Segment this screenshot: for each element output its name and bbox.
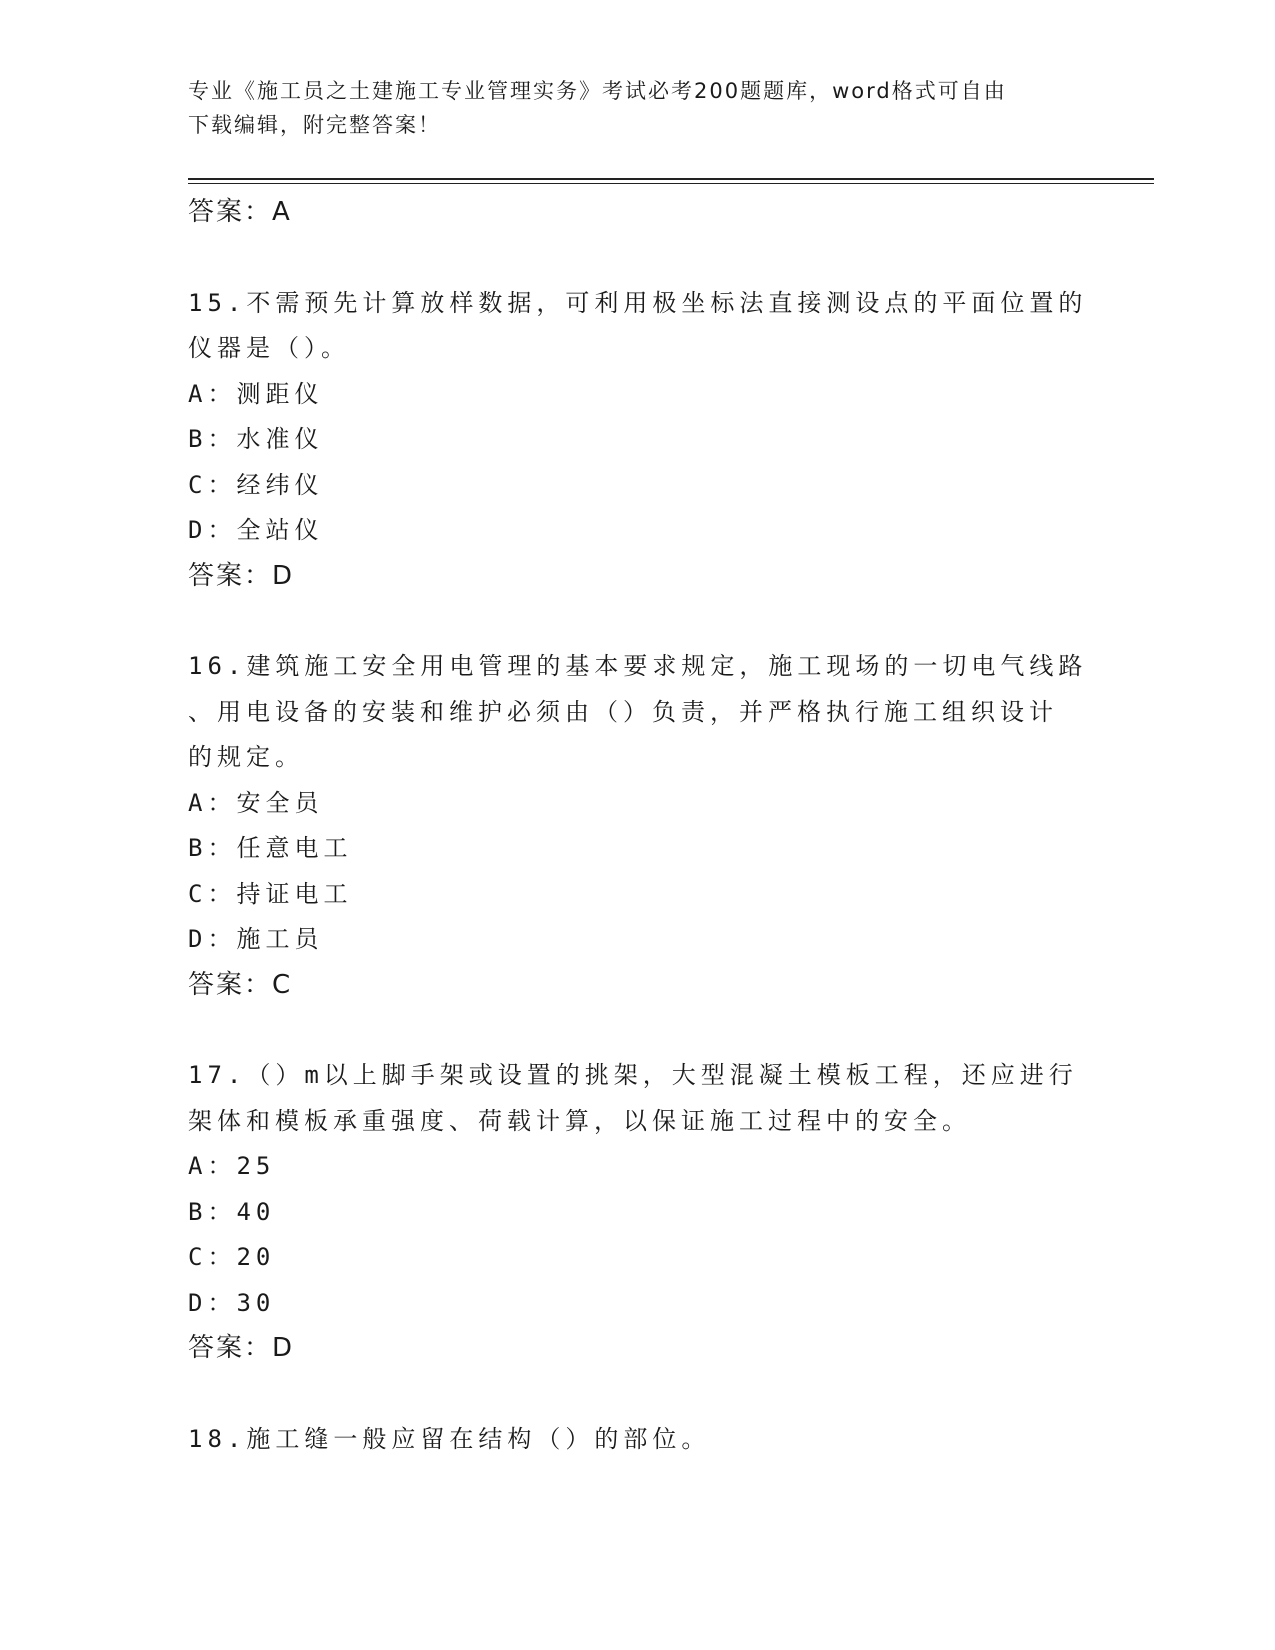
question-16-text-1: 16.建筑施工安全用电管理的基本要求规定，施工现场的一切电气线路 [188,652,1088,680]
question-17-answer: 答案：D [188,1333,295,1363]
question-15-answer: 答案：D [188,560,295,591]
question-15-option-c: C：经纬仪 [188,470,324,499]
question-17-option-b: B：40 [188,1197,276,1226]
question-16-option-c: C：持证电工 [188,879,353,908]
header-rule-thick [188,178,1154,180]
document-body [188,190,1088,1462]
question-15-text-1: 15.不需预先计算放样数据，可利用极坐标法直接测设点的平面位置的 [188,288,1088,317]
question-17-text-1: 17.（）m以上脚手架或设置的挑架，大型混凝土模板工程，还应进行 [188,1061,1078,1089]
question-17-text-2: 架体和模板承重强度、荷载计算，以保证施工过程中的安全。 [188,1106,971,1135]
question-17-option-a: A：25 [188,1152,276,1180]
question-15 [188,281,1088,600]
answer-previous: 答案：A [188,197,292,227]
question-17-option-d: D：30 [188,1288,276,1317]
question-16-option-a: A：安全员 [188,788,324,817]
question-15-option-b: B：水准仪 [188,425,324,453]
header-line-2: 下载编辑，附完整答案！ [188,113,441,137]
question-15-option-d: D：全站仪 [188,516,324,544]
question-16-option-b: B：任意电工 [188,834,353,862]
question-17-option-c: C：20 [188,1243,276,1271]
question-16-text-2: 、用电设备的安装和维护必须由（）负责，并严格执行施工组织设计 [188,697,1058,726]
question-18 [188,1417,1088,1463]
header-line-1: 专业《施工员之土建施工专业管理实务》考试必考200题题库，word格式可自由 [188,79,1007,103]
document-header [188,74,1068,142]
question-16 [188,644,1088,1008]
question-16-answer: 答案：C [188,969,293,1000]
question-16-option-d: D：施工员 [188,925,324,953]
question-17 [188,1053,1088,1372]
question-18-text-1: 18.施工缝一般应留在结构（）的部位。 [188,1424,711,1453]
question-16-text-3: 的规定。 [188,743,304,771]
question-15-option-a: A：测距仪 [188,379,324,408]
header-rule-thin [188,183,1154,184]
question-15-text-2: 仪器是（）。 [188,334,350,362]
